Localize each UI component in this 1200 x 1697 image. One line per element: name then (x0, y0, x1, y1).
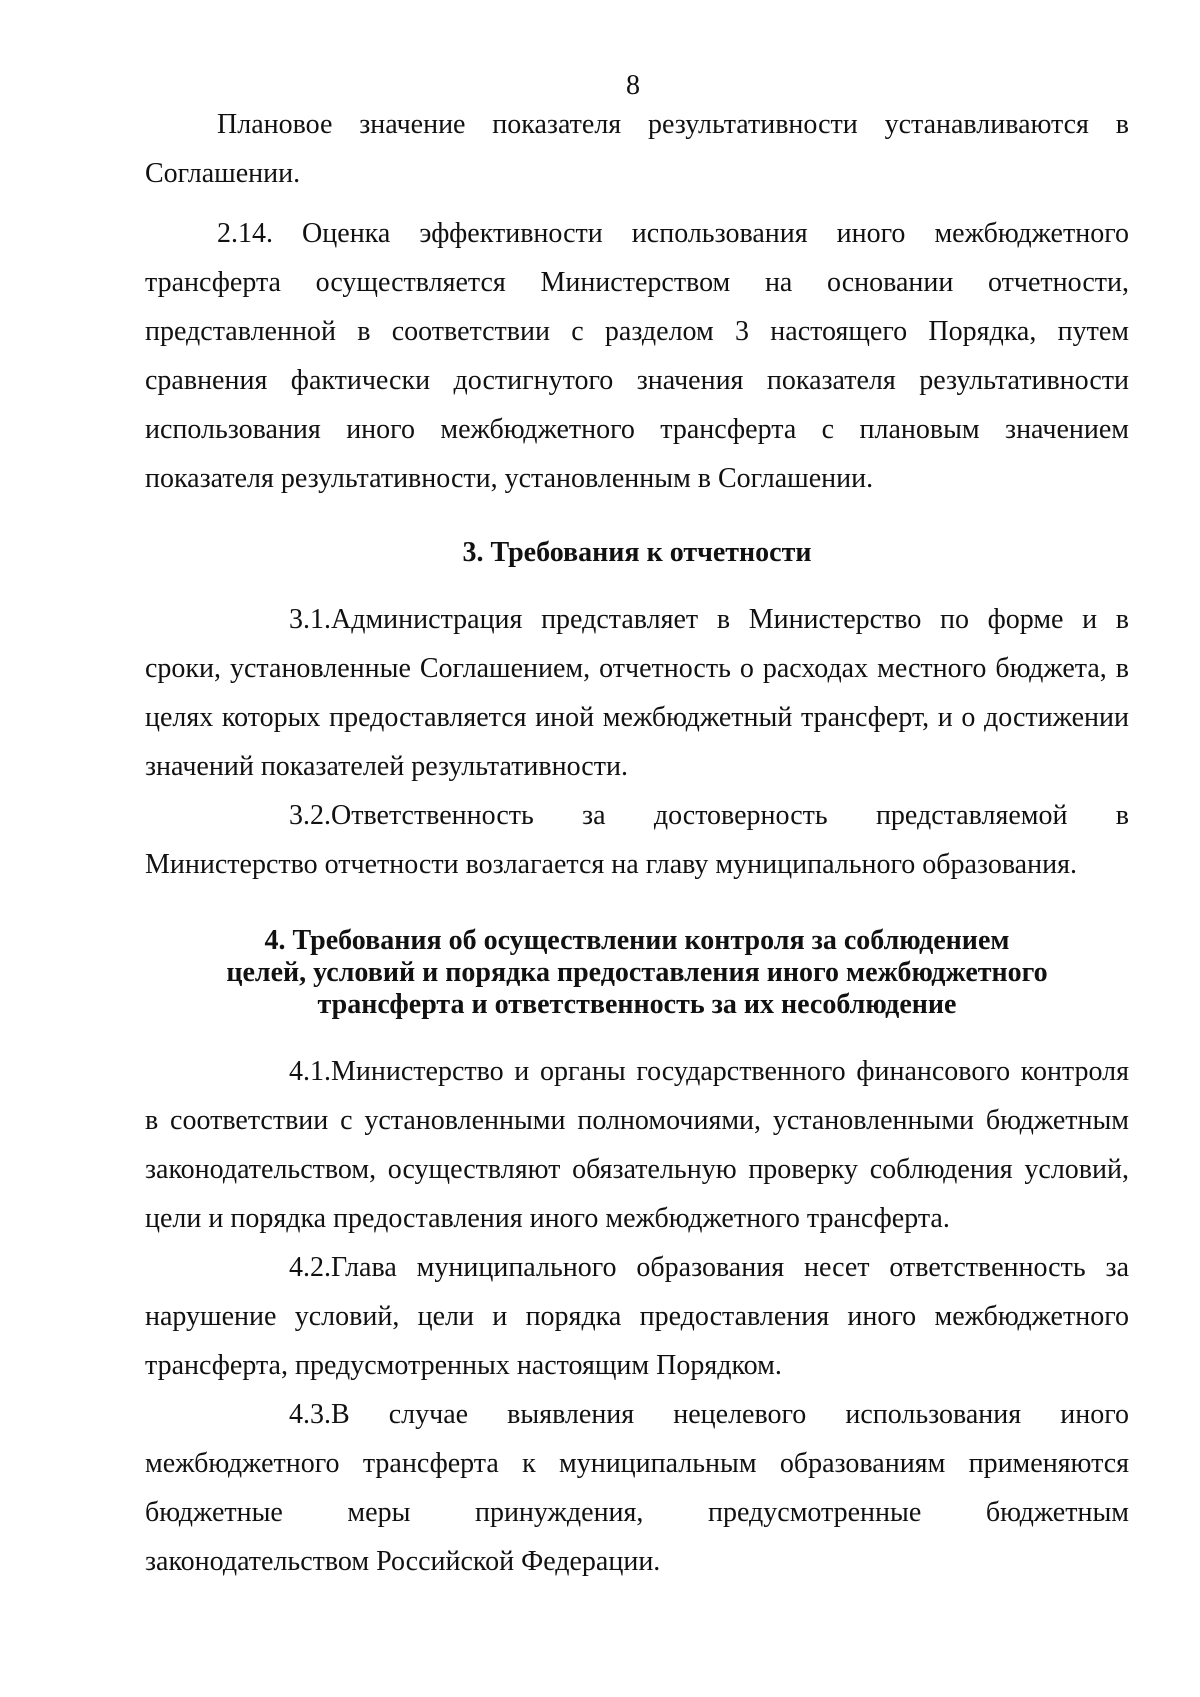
document-body (145, 100, 1129, 1586)
section-4-heading-line-3: трансферта и ответственность за их несоблюдение (317, 989, 957, 1020)
paragraph-4-1 (145, 1047, 1129, 1243)
paragraph-3-2 (145, 791, 1129, 889)
paragraph-text: Министерство и органы государственного финансового контроля в соответствии с установленными полномочиями, установленными бюджетным законодательством, осуществляют обязательную проверку соблюдения условий, цели и порядка предоставления иного межбюджетного трансферта. (145, 1056, 1129, 1234)
section-4-heading-line-2: целей, условий и порядка предоставления иного межбюджетного (226, 957, 1048, 988)
paragraph-text: Глава муниципального образования несет ответственность за нарушение условий, цели и порядка предоставления иного межбюджетного трансферта, предусмотренных настоящим Порядком. (145, 1252, 1129, 1381)
paragraph-number: 4.3. (289, 1399, 331, 1430)
paragraph-number: 3.2. (289, 800, 331, 831)
paragraph-number: 3.1. (289, 604, 331, 635)
section-3-heading: 3. Требования к отчетности (462, 537, 812, 568)
paragraph-3-1 (145, 595, 1129, 791)
section-4-heading-line-1: 4. Требования об осуществлении контроля за соблюдением (264, 925, 1010, 956)
paragraph-text: Администрация представляет в Министерство по форме и в сроки, установленные Соглашением, отчетность о расходах местного бюджета, в целях которых предоставляется иной межбюджетный трансферт, и о достижении значений показателей результативности. (145, 604, 1129, 782)
paragraph-2-13-tail: Плановое значение показателя результативности устанавливаются в Соглашении. (145, 109, 1129, 189)
paragraph-4-2 (145, 1243, 1129, 1390)
paragraph-text: В случае выявления нецелевого использования иного межбюджетного трансферта к муниципальным образованиям применяются бюджетные меры принуждения, предусмотренные бюджетным законодательством Российской Федерации. (145, 1399, 1129, 1577)
paragraph-number: 4.1. (289, 1056, 331, 1087)
paragraph-text: Ответственность за достоверность представляемой в Министерство отчетности возлагается на главу муниципального образования. (145, 800, 1129, 880)
page-number: 8 (626, 70, 640, 101)
paragraph-2-14: 2.14. Оценка эффективности использования иного межбюджетного трансферта осуществляется Министерством на основании отчетности, представленной в соответствии с разделом 3 настоящего Порядка, путем сравнения фактически достигнутого значения показателя результативности использования иного межбюджетного трансферта с плановым значением показателя результативности, установленным в Соглашении. (145, 218, 1129, 494)
paragraph-number: 4.2. (289, 1252, 331, 1283)
paragraph-4-3 (145, 1390, 1129, 1586)
